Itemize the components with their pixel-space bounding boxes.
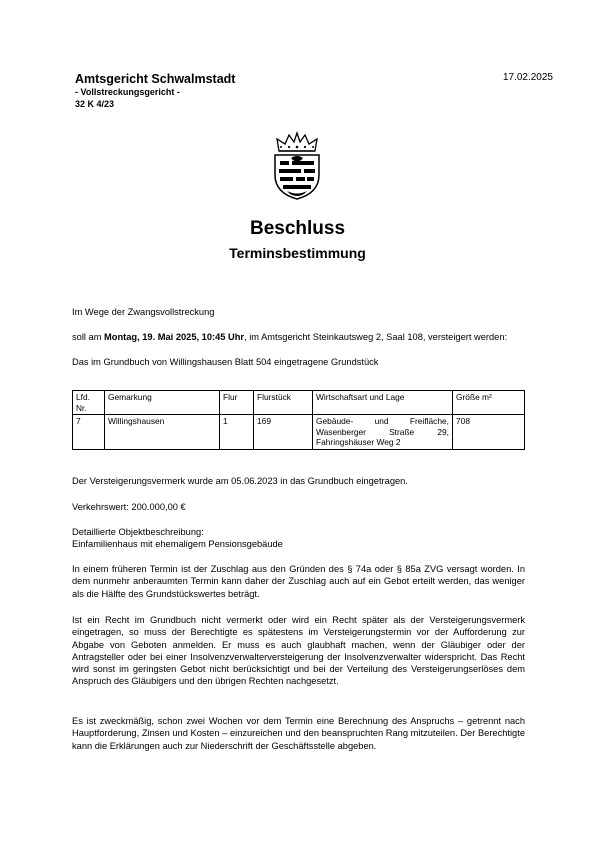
document-date: 17.02.2025 xyxy=(502,72,553,83)
column-header: Flur xyxy=(220,391,254,415)
vermerk-text: Der Versteigerungsvermerk wurde am 05.06.2023 in das Grundbuch eingetragen. xyxy=(72,476,408,486)
table-row xyxy=(73,415,525,450)
court-subtitle: - Vollstreckungsgericht - xyxy=(75,87,180,97)
verkehrswert-text: Verkehrswert: 200.000,00 € xyxy=(72,502,186,512)
table-cell: 169 xyxy=(254,415,313,450)
column-header: Größe m² xyxy=(453,391,525,415)
column-header: Flurstück xyxy=(254,391,313,415)
table-cell: Willingshausen xyxy=(105,415,220,450)
object-description-text: Einfamilienhaus mit ehemaligem Pensionsgebäude xyxy=(72,539,283,549)
case-number: 32 K 4/23 xyxy=(75,99,115,109)
schedule-text xyxy=(72,331,525,343)
schedule-date-time: Montag, 19. Mai 2025, 10:45 Uhr xyxy=(104,332,245,342)
rights-paragraph: Ist ein Recht im Grundbuch nicht vermerkt oder wird ein Recht später als der Versteigerungsvermerk eingetragen, so muss der Berechtigte es spätestens im Versteigerungstermin vor der Aufforderung zur Abgabe von Geboten anmelden. Er muss es auch glaubhaft machen, wenn der Gläubiger oder der Antragsteller oder bei einer Insolvenzverwalterversteigerung der Insolvenzverwalter widerspricht. Das Recht wird sonst im geringsten Gebot nicht berücksichtigt und bei der Verteilung des Versteigerungserlöses dem Anspruch des Gläubigers und den übrigen Rechten nachgesetzt. xyxy=(72,615,525,687)
table-cell: 708 xyxy=(453,415,525,450)
column-header: Lfd. Nr. xyxy=(73,391,105,415)
register-line: Das im Grundbuch von Willingshausen Blatt 504 eingetragene Grundstück xyxy=(72,357,379,367)
column-header: Wirtschaftsart und Lage xyxy=(313,391,453,415)
property-table xyxy=(72,390,525,450)
court-name: Amtsgericht Schwalmstadt xyxy=(75,72,236,86)
column-header: Gemarkung xyxy=(105,391,220,415)
table-cell: 1 xyxy=(220,415,254,450)
table-header-row xyxy=(73,391,525,415)
document-title: Beschluss xyxy=(249,218,346,239)
hessen-coat-of-arms-icon xyxy=(267,131,327,201)
calculation-paragraph: Es ist zweckmäßig, schon zwei Wochen vor dem Termin eine Berechnung des Anspruchs – getrennt nach Hauptforderung, Zinsen und Kosten – einzureichen und den beanspruchten Rang mitzuteilen. Der Berechtigte kann die Erklärungen auch zur Niederschrift der Geschäftsstelle abgeben. xyxy=(72,716,525,751)
table-cell: Gebäude- und Freifläche, Wasenberger Straße 29, Fahringshäuser Weg 2 xyxy=(313,415,453,450)
schedule-suffix: , im Amtsgericht Steinkautsweg 2, Saal 108, versteigert werden: xyxy=(244,332,508,342)
document-subtitle: Terminsbestimmung xyxy=(229,245,366,261)
zuschlag-paragraph: In einem früheren Termin ist der Zuschlag aus den Gründen des § 74a oder § 85a ZVG versagt worden. In dem nunmehr anberaumten Termin kann daher der Zuschlag auch auf ein Gebot erteilt werden, das weniger als die Hälfte des Grundstückswertes beträgt. xyxy=(72,564,525,599)
schedule-prefix: soll am xyxy=(72,332,105,342)
object-description-label: Detaillierte Objektbeschreibung: xyxy=(72,527,204,537)
table-cell: 7 xyxy=(73,415,105,450)
intro-text: Im Wege der Zwangsvollstreckung xyxy=(72,307,215,317)
